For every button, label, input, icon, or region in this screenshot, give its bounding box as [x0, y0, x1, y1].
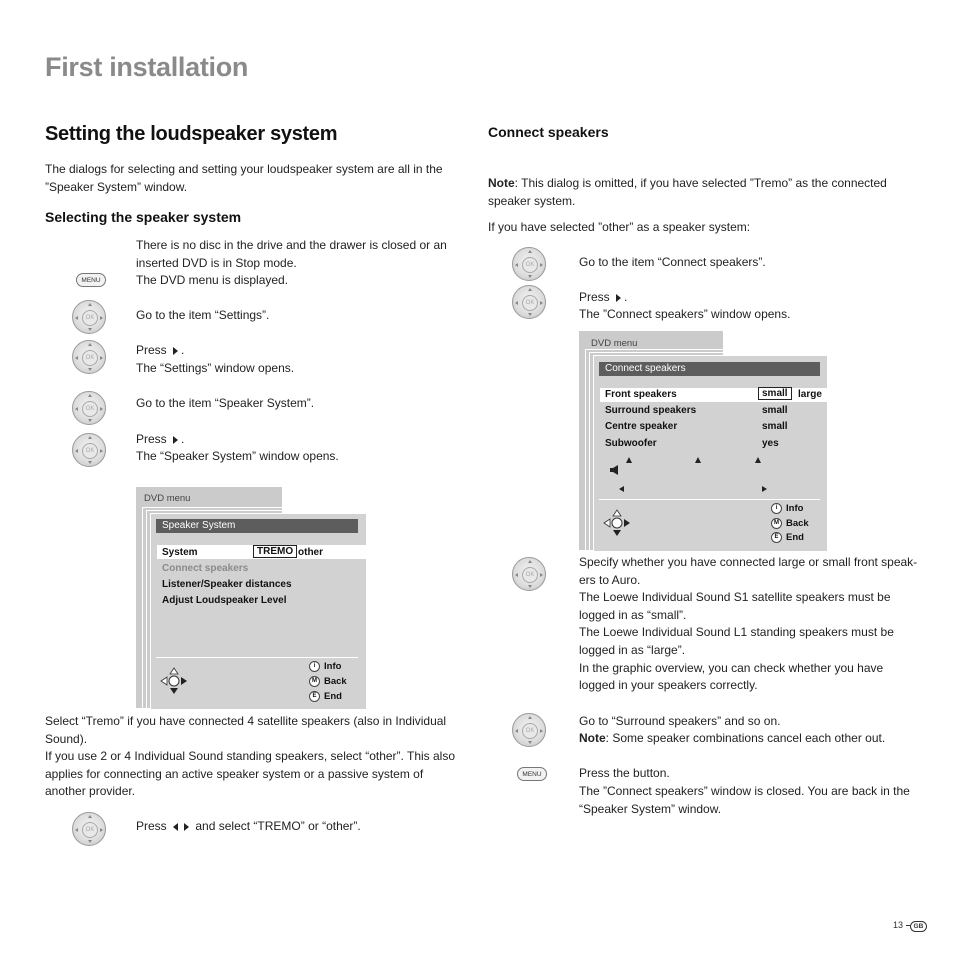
ok-button-icon: OK	[72, 340, 106, 374]
legend-end: E End	[771, 532, 804, 543]
step-speaker-system-opens: The “Speaker System” window opens.	[136, 449, 339, 463]
ok-button-icon: OK	[72, 300, 106, 334]
navigation-pad-icon	[602, 508, 632, 538]
option-tremo[interactable]: TREMO	[253, 546, 297, 557]
ok-button-icon: OK	[512, 713, 546, 747]
step-goto-surround: Go to “Surround speakers” and so on.	[579, 714, 781, 728]
row-listener-distances[interactable]: Listener/Speaker distances	[162, 579, 292, 590]
value-surround: small	[762, 405, 788, 416]
ok-button-icon: OK	[72, 433, 106, 467]
ok-button-icon: OK	[512, 285, 546, 319]
press-label: Press	[579, 290, 610, 304]
press-label: Press	[136, 432, 167, 446]
step-press-right-2: Press .	[136, 432, 185, 446]
row-adjust-level[interactable]: Adjust Loudspeaker Level	[162, 595, 287, 606]
row-system[interactable]: System	[162, 547, 198, 558]
value-small[interactable]: small	[758, 388, 792, 399]
value-large[interactable]: large	[798, 389, 822, 400]
right-arrow-icon	[184, 823, 189, 831]
step4-note: Note: Some speaker combinations cancel each other out.	[579, 731, 886, 745]
step-goto-connect: Go to the item “Connect speakers”.	[579, 255, 766, 269]
speaker-front-right-icon	[755, 457, 761, 463]
legend-back: M Back	[309, 676, 347, 687]
paragraph-other: If you use 2 or 4 Individual Sound standing speakers, select “other”. This also applies for connecting an active speaker system or a passive system of another provider.	[45, 749, 456, 799]
speaker-front-left-icon	[626, 457, 632, 463]
select-label: and select “TREMO” or “other”.	[195, 819, 361, 833]
row-subwoofer[interactable]: Subwoofer	[605, 438, 657, 449]
step-menu-displayed: The DVD menu is displayed.	[136, 273, 289, 287]
row-surround-speakers[interactable]: Surround speakers	[605, 405, 697, 416]
ok-button-icon: OK	[512, 247, 546, 281]
row-front-speakers[interactable]: Front speakers	[605, 389, 677, 400]
intro-text: The dialogs for selecting and setting your loudspeaker system are all in the ”Speaker System” window.	[45, 162, 443, 194]
step-press-right-3: Press .	[579, 290, 628, 304]
subheading-selecting: Selecting the speaker system	[45, 209, 242, 225]
left-arrow-icon	[173, 823, 178, 831]
panel-title: Speaker System	[156, 519, 358, 533]
legend-info: i Info	[309, 661, 341, 672]
divider	[156, 657, 358, 658]
dvd-menu-label: DVD menu	[591, 338, 638, 349]
menu-button-icon: MENU	[76, 273, 106, 287]
dvd-menu-label: DVD menu	[144, 493, 191, 504]
legend-info: i Info	[771, 503, 803, 514]
row-centre-speaker[interactable]: Centre speaker	[605, 421, 678, 432]
speaker-rear-left-icon	[619, 486, 624, 492]
right-arrow-icon	[173, 347, 178, 355]
ok-button-icon: OK	[512, 557, 546, 591]
note-paragraph: Note: This dialog is omitted, if you have selected ”Tremo” as the connected speaker system.	[488, 176, 887, 208]
legend-back: M Back	[771, 518, 809, 529]
step-press-button: Press the button.	[579, 766, 670, 780]
page-number: 13 GB	[893, 920, 927, 932]
press-label: Press	[136, 343, 167, 357]
page-title: First installation	[45, 52, 249, 82]
row-connect-speakers[interactable]: Connect speakers	[162, 563, 249, 574]
step-goto-settings: Go to the item “Settings”.	[136, 308, 270, 322]
step-press-right: Press .	[136, 343, 185, 357]
right-arrow-icon	[173, 436, 178, 444]
value-subwoofer: yes	[762, 438, 779, 449]
step-select-option	[136, 818, 361, 836]
divider	[599, 499, 820, 500]
navigation-pad-icon	[159, 666, 189, 696]
legend-end: E End	[309, 691, 342, 702]
if-other-text: If you have selected ”other” as a speaker system:	[488, 220, 751, 234]
ok-button-icon: OK	[72, 391, 106, 425]
specify-paragraph: Specify whether you have connected large or small front speak- ers to Auro. The Loewe Individual Sound S1 satellite speakers must be logged in as “small”. The Loewe Individual Sound L1 standing speakers must be logged in as “large”. In the graphic overview, you can check whether you have logged in your speakers correctly.	[579, 555, 918, 693]
step-precondition: There is no disc in the drive and the drawer is closed or an inserted DVD is in Stop mode.	[136, 238, 447, 270]
speaker-centre-icon	[695, 457, 701, 463]
paragraph-tremo: Select “Tremo” if you have connected 4 satellite speakers (also in Individual Sound).	[45, 714, 447, 746]
step-settings-opens: The “Settings” window opens.	[136, 361, 295, 375]
menu-button-icon: MENU	[517, 767, 547, 781]
right-arrow-icon	[616, 294, 621, 302]
subwoofer-icon	[609, 464, 621, 476]
option-other[interactable]: other	[298, 547, 323, 558]
panel-title: Connect speakers	[599, 362, 820, 376]
language-badge: GB	[910, 921, 928, 932]
speaker-rear-right-icon	[762, 486, 767, 492]
value-centre: small	[762, 421, 788, 432]
press-label: Press	[136, 819, 167, 833]
section-heading: Setting the loudspeaker system	[45, 123, 338, 145]
step-window-closed: The ”Connect speakers” window is closed. You are back in the “Speaker System” window.	[579, 784, 910, 816]
step-goto-speaker-system: Go to the item “Speaker System”.	[136, 396, 315, 410]
connect-speakers-heading: Connect speakers	[488, 124, 609, 140]
step-connect-opens: The ”Connect speakers” window opens.	[579, 307, 791, 321]
ok-button-icon: OK	[72, 812, 106, 846]
